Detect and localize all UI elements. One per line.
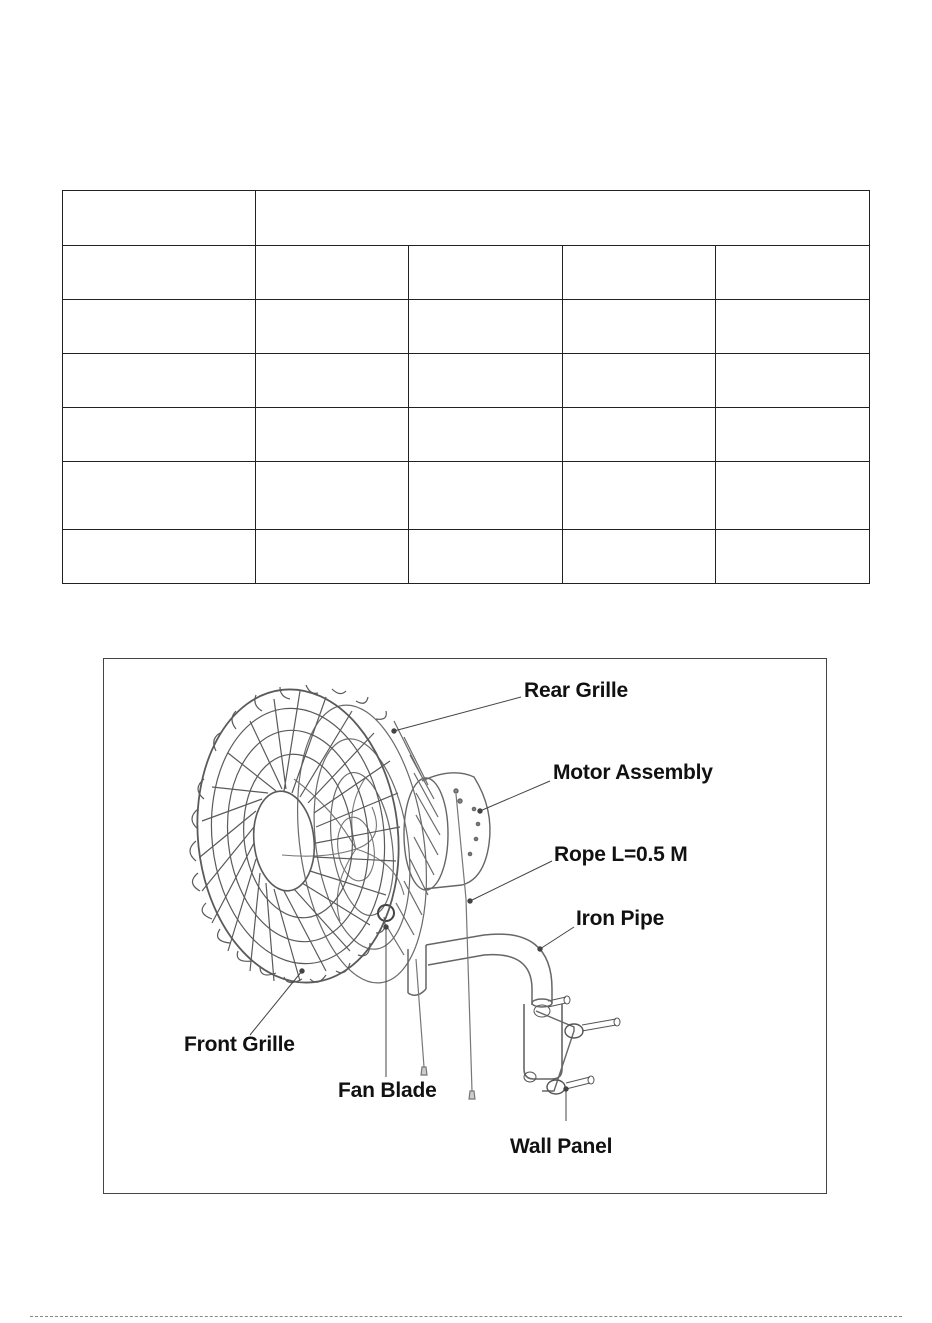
table-rule — [62, 353, 870, 354]
rear-grille-drawing — [281, 697, 443, 992]
table-rule — [869, 190, 870, 583]
wall-panel-label: Wall Panel — [510, 1135, 613, 1158]
front-grille-label: Front Grille — [184, 1033, 295, 1056]
specification-table — [62, 190, 870, 584]
iron-pipe-drawing — [408, 934, 552, 1007]
table-rule — [62, 461, 870, 462]
front-grille-drawing — [183, 679, 413, 992]
table-rule — [408, 245, 409, 583]
table-rule — [62, 299, 870, 300]
rope-label: Rope L=0.5 M — [554, 843, 688, 866]
table-rule — [562, 245, 563, 583]
leader-lines — [250, 697, 574, 1121]
fan-blade-label: Fan Blade — [338, 1079, 437, 1102]
wall-panel-drawing — [524, 996, 620, 1094]
rope-drawing — [416, 794, 475, 1099]
iron-pipe-label: Iron Pipe — [576, 907, 665, 930]
table-rule — [62, 245, 870, 246]
table-rule — [255, 190, 256, 583]
table-rule — [62, 190, 63, 583]
page-footer-rule — [30, 1316, 902, 1317]
motor-assembly-label: Motor Assembly — [553, 761, 713, 784]
wall-fan-diagram — [103, 658, 827, 1194]
table-rule — [715, 245, 716, 583]
table-cell — [62, 190, 255, 245]
table-rule — [62, 529, 870, 530]
table-rule — [62, 583, 870, 584]
wall-fan-drawing — [104, 659, 828, 1195]
table-rule — [62, 407, 870, 408]
rear-grille-label: Rear Grille — [524, 679, 629, 702]
